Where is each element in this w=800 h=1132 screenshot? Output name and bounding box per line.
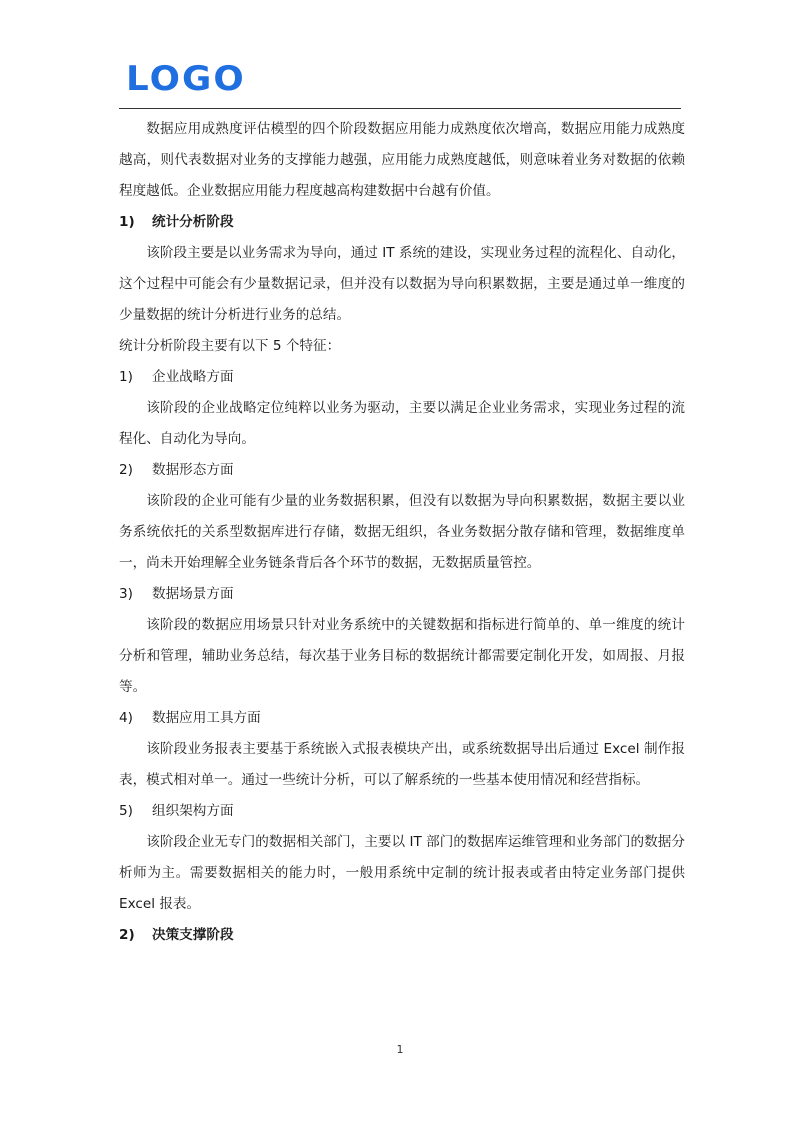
feature-title: 数据形态方面 — [152, 462, 234, 478]
feature-heading-1 — [119, 362, 685, 393]
section-title: 统计分析阶段 — [152, 214, 234, 230]
feature-title: 企业战略方面 — [152, 369, 234, 385]
feature-title: 数据应用工具方面 — [152, 710, 261, 726]
feature-description: 该阶段的企业战略定位纯粹以业务为驱动，主要以满足企业业务需求，实现业务过程的流程化、自动化为导向。 — [119, 400, 685, 447]
feature-heading-3 — [119, 579, 685, 610]
feature-number: 5) — [119, 803, 133, 819]
feature-number: 1) — [119, 369, 133, 385]
page-number: 1 — [396, 1043, 404, 1056]
feature-title: 组织架构方面 — [152, 803, 234, 819]
feature-number: 3) — [119, 586, 133, 602]
feature-title: 数据场景方面 — [152, 586, 234, 602]
section-heading-1 — [119, 207, 685, 238]
feature-description: 该阶段的企业可能有少量的业务数据积累，但没有以数据为导向积累数据，数据主要以业务系统依托的关系型数据库进行存储，数据无组织，各业务数据分散存储和管理，数据维度单一，尚未开始理解全业务链条背后各个环节的数据，无数据质量管控。 — [119, 493, 685, 571]
header-divider — [119, 108, 681, 109]
feature-number: 2) — [119, 462, 133, 478]
feature-description: 该阶段业务报表主要基于系统嵌入式报表模块产出，或系统数据导出后通过 Excel 制作报表，模式相对单一。通过一些统计分析，可以了解系统的一些基本使用情况和经营指标。 — [119, 741, 685, 788]
feature-description: 该阶段的数据应用场景只针对业务系统中的关键数据和指标进行简单的、单一维度的统计分析和管理，辅助业务总结，每次基于业务目标的数据统计都需要定制化开发，如周报、月报等。 — [119, 617, 685, 695]
document-body — [119, 114, 685, 951]
feature-heading-5 — [119, 796, 685, 827]
section-description: 该阶段主要是以业务需求为导向，通过 IT 系统的建设，实现业务过程的流程化、自动化，这个过程中可能会有少量数据记录，但并没有以数据为导向积累数据，主要是通过单一维度的少量数据的统计分析进行业务的总结。 — [119, 245, 685, 323]
feature-heading-2 — [119, 455, 685, 486]
feature-heading-4 — [119, 703, 685, 734]
features-intro: 统计分析阶段主要有以下 5 个特征： — [119, 338, 341, 354]
feature-number: 4) — [119, 710, 133, 726]
section-number: 2) — [119, 927, 135, 943]
section-number: 1) — [119, 214, 135, 230]
intro-paragraph: 数据应用成熟度评估模型的四个阶段数据应用能力成熟度依次增高，数据应用能力成熟度越高，则代表数据对业务的支撑能力越强，应用能力成熟度越低，则意味着业务对数据的依赖程度越低。企业数据应用能力程度越高构建数据中台越有价值。 — [119, 121, 685, 199]
logo: LOGO — [126, 59, 246, 99]
section-title: 决策支撑阶段 — [152, 927, 234, 943]
section-heading-2 — [119, 920, 685, 951]
feature-description: 该阶段企业无专门的数据相关部门，主要以 IT 部门的数据库运维管理和业务部门的数据分析师为主。需要数据相关的能力时，一般用系统中定制的统计报表或者由特定业务部门提供 Excel 报表。 — [119, 834, 685, 912]
